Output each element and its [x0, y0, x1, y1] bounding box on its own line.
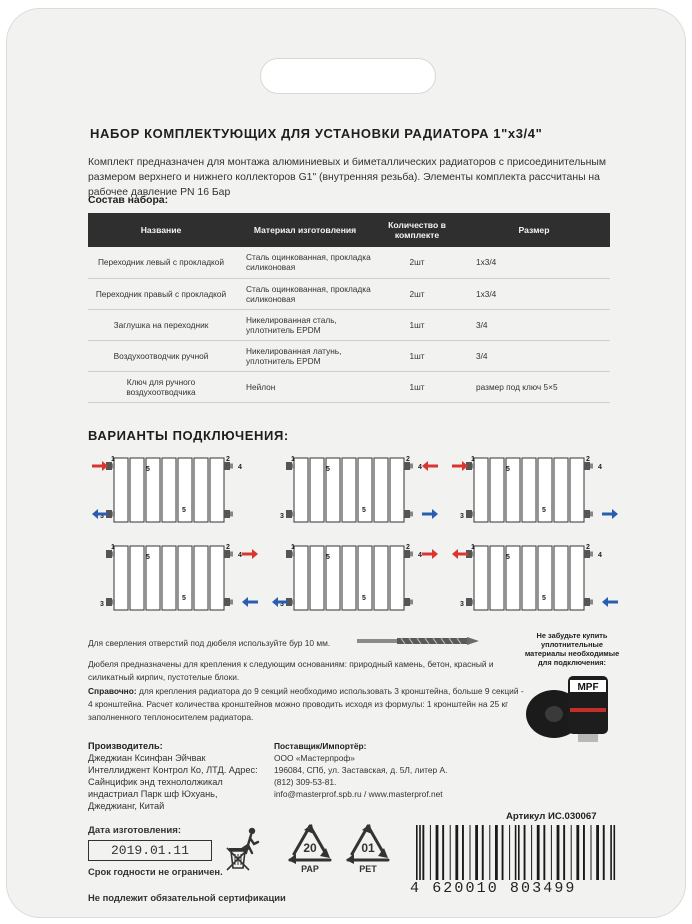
cell-size: размер под ключ 5×5: [458, 371, 610, 402]
supplier-line: 196084, СПб, ул. Заставская, д. 5Л, литер А.: [274, 765, 448, 775]
table-row: [88, 371, 610, 402]
table-row: [88, 309, 610, 340]
barcode-bar: [571, 825, 572, 885]
cell-quantity: 1шт: [376, 309, 458, 340]
label-three: 3: [100, 601, 104, 608]
radiator-section: [570, 458, 584, 522]
reference-label: Справочно:: [88, 686, 137, 696]
barcode-bar: [462, 825, 464, 885]
barcode-bar: [537, 825, 540, 885]
reference-note: [88, 685, 528, 724]
barcode-bar: [455, 825, 458, 885]
fitting-left-top: [286, 462, 292, 470]
sealant-product-icon: [520, 668, 624, 744]
drill-bit-icon: [357, 633, 483, 649]
flow-arrow-icon: [422, 461, 438, 471]
fitting-left-bottom-thread: [112, 600, 115, 605]
radiator-section: [390, 546, 404, 610]
fitting-left-top-thread: [112, 464, 115, 469]
cell-size: 1х3/4: [458, 247, 610, 278]
label-five: 5: [146, 554, 150, 561]
article-number: Артикул ИС.030067: [506, 811, 597, 822]
radiator-section: [310, 546, 324, 610]
reference-text: для крепления радиатора до 9 секций необходимо использовать 3 кронштейна, больше 9 секций - 4 кронштейна. Расчет количества кронштейнов можно проводить исходя из формулы: 1 кронштейн на 25 кг заполненного теплоносителем радиатора.: [88, 686, 524, 722]
page-title: НАБОР КОМПЛЕКТУЮЩИХ ДЛЯ УСТАНОВКИ РАДИАТОРА 1"х3/4": [90, 126, 543, 141]
fitting-left-top-thread: [292, 464, 295, 469]
intro-text: Комплект предназначен для монтажа алюминиевых и биметаллических радиаторов с присоединительным размером верхнего и нижнего коллекторов G1" (внутренняя резьба). Элементы комплекта рассчитаны на рабочее давление PN 16 Бар: [88, 157, 607, 198]
fitting-right-bottom: [584, 598, 590, 606]
drill-note: Для сверления отверстий под дюбеля используйте бур 10 мм.: [88, 638, 331, 648]
radiator-section: [490, 458, 504, 522]
radiator-section: [294, 458, 308, 522]
cell-quantity: 2шт: [376, 278, 458, 309]
radiator-section: [130, 546, 144, 610]
barcode-bar: [603, 825, 605, 885]
label-five: 5: [146, 466, 150, 473]
fitting-right-bottom: [224, 510, 230, 518]
radiator-section: [474, 458, 488, 522]
product-brand: MPF: [577, 682, 599, 693]
flow-arrow-icon: [602, 597, 618, 607]
radiator-section: [554, 546, 568, 610]
flow-arrow-icon: [242, 597, 258, 607]
barcode-bar: [583, 825, 585, 885]
cell-material: Никелированная латунь, уплотнитель EPDM: [234, 340, 376, 371]
fitting-left-bottom-thread: [292, 512, 295, 517]
made-date-label: Дата изготовления:: [88, 825, 182, 836]
fitting-left-bottom: [466, 598, 472, 606]
barcode-bar: [524, 825, 526, 885]
barcode-bar: [436, 825, 439, 885]
sealant-reminder: Не забудьте купить уплотнительные материалы необходимые для подключения:: [524, 631, 620, 667]
fitting-left-bottom: [106, 598, 112, 606]
label-five: 5: [506, 554, 510, 561]
radiator-section: [114, 546, 128, 610]
barcode-bar: [563, 825, 565, 885]
fitting-right-top: [404, 550, 410, 558]
fitting-right-bottom: [224, 598, 230, 606]
radiator-section: [162, 458, 176, 522]
label-five: 5: [182, 595, 186, 602]
fitting-left-bottom-thread: [472, 600, 475, 605]
radiator-section: [570, 546, 584, 610]
radiator-section: [342, 458, 356, 522]
flow-arrow-icon: [422, 549, 438, 559]
radiator-section: [522, 458, 536, 522]
fitting-right-bottom: [584, 510, 590, 518]
fitting-left-top-thread: [472, 464, 475, 469]
label-four: 4: [418, 464, 422, 471]
fitting-right-bottom: [404, 598, 410, 606]
barcode-bar: [531, 825, 532, 885]
label-three: 3: [460, 513, 464, 520]
radiator-section: [194, 546, 208, 610]
label-two: 2: [406, 544, 410, 551]
cell-material: Никелированная сталь, уплотнитель EPDM: [234, 309, 376, 340]
cell-material: Сталь оцинкованная, прокладка силиконовая: [234, 278, 376, 309]
label-five: 5: [362, 595, 366, 602]
variants-title: ВАРИАНТЫ ПОДКЛЮЧЕНИЯ:: [88, 428, 289, 443]
fitting-left-bottom-thread: [472, 512, 475, 517]
label-one: 1: [291, 544, 295, 551]
fitting-left-bottom-thread: [112, 512, 115, 517]
col-header-quantity: Количество в комплекте: [376, 213, 458, 247]
label-five: 5: [362, 507, 366, 514]
cell-material: Нейлон: [234, 371, 376, 402]
label-two: 2: [586, 456, 590, 463]
fitting-right-top: [224, 550, 230, 558]
barcode-bar: [495, 825, 498, 885]
radiator-section: [390, 458, 404, 522]
fitting-right-top: [584, 550, 590, 558]
barcode-bar: [475, 825, 478, 885]
label-three: 3: [280, 513, 284, 520]
recycle-number: 20: [303, 841, 317, 855]
cell-name: Переходник левый с прокладкой: [88, 247, 234, 278]
barcode-bar: [551, 825, 552, 885]
radiator-section: [474, 546, 488, 610]
fitting-left-top: [286, 550, 292, 558]
fitting-right-top: [584, 462, 590, 470]
supplier-line: (812) 309-53-81.: [274, 777, 337, 787]
cell-quantity: 1шт: [376, 371, 458, 402]
flow-arrow-icon: [452, 461, 468, 471]
col-header-material: Материал изготовления: [234, 213, 376, 247]
cell-name: Воздухоотводчик ручной: [88, 340, 234, 371]
label-five: 5: [326, 554, 330, 561]
barcode-bar: [502, 825, 504, 885]
col-header-name: Название: [88, 213, 234, 247]
radiator-section: [374, 458, 388, 522]
barcode-bar: [509, 825, 510, 885]
cell-name: Заглушка на переходник: [88, 309, 234, 340]
barcode-bar: [442, 825, 444, 885]
cell-name: Ключ для ручного воздухоотводчика: [88, 371, 234, 402]
label-five: 5: [182, 507, 186, 514]
barcode-bar: [450, 825, 451, 885]
flow-arrow-icon: [452, 549, 468, 559]
cell-quantity: 1шт: [376, 340, 458, 371]
barcode-bar: [543, 825, 545, 885]
barcode-digits: 4 620010 803499: [408, 880, 626, 897]
fitting-left-top: [106, 550, 112, 558]
radiator-section: [130, 458, 144, 522]
shelf-life: Срок годности не ограничен.: [88, 866, 223, 877]
radiator-section: [114, 458, 128, 522]
kit-title: Состав набора:: [88, 195, 169, 206]
label-four: 4: [598, 552, 602, 559]
label-two: 2: [406, 456, 410, 463]
fitting-right-top-thread: [410, 552, 413, 557]
barcode-bar: [576, 825, 579, 885]
barcode-bar: [489, 825, 490, 885]
fitting-right-bottom-thread: [410, 600, 413, 605]
flow-arrow-icon: [422, 509, 438, 519]
fitting-right-bottom-thread: [230, 512, 233, 517]
label-five: 5: [542, 595, 546, 602]
label-five: 5: [506, 466, 510, 473]
table-row: [88, 247, 610, 278]
fitting-right-bottom-thread: [590, 600, 593, 605]
label-three: 3: [100, 513, 104, 520]
fitting-left-bottom-thread: [292, 600, 295, 605]
fitting-right-top: [224, 462, 230, 470]
fitting-left-top-thread: [292, 552, 295, 557]
label-two: 2: [226, 456, 230, 463]
manufacturer-label: Производитель:: [88, 741, 163, 751]
made-date: 2019.01.11: [88, 840, 212, 861]
table-row: [88, 278, 610, 309]
fitting-right-top-thread: [230, 464, 233, 469]
fitting-left-bottom: [286, 510, 292, 518]
supplier-line: ООО «Мастерпроф»: [274, 753, 355, 763]
recycle-number: 01: [361, 841, 375, 855]
label-one: 1: [471, 544, 475, 551]
radiator-section: [162, 546, 176, 610]
manufacturer-text: Джеджиан Ксинфан Эйчвак Интеллиджент Контрол Ко, ЛТД. Адрес: Сайнцифик энд технололжикал индастриал Парк шф Юхуань, Джеджианг, Китай: [88, 753, 258, 811]
hang-hole: [260, 58, 436, 94]
trash-bin-icon: [226, 826, 266, 874]
label-four: 4: [598, 464, 602, 471]
barcode-bar: [482, 825, 484, 885]
label-one: 1: [111, 456, 115, 463]
label-three: 3: [460, 601, 464, 608]
fitting-left-top-thread: [112, 552, 115, 557]
kit-table: [88, 213, 610, 403]
label-five: 5: [326, 466, 330, 473]
manufacturer-block: [88, 740, 258, 812]
supplier-block: [274, 740, 534, 800]
barcode-bar: [557, 825, 560, 885]
label-two: 2: [586, 544, 590, 551]
label-four: 4: [238, 464, 242, 471]
fitting-right-top-thread: [590, 552, 593, 557]
col-header-size: Размер: [458, 213, 610, 247]
fitting-right-top: [404, 462, 410, 470]
fitting-right-bottom: [404, 510, 410, 518]
barcode-bar: [430, 825, 431, 885]
radiator-section: [210, 546, 224, 610]
radiator-section: [194, 458, 208, 522]
barcode-bar: [596, 825, 599, 885]
radiator-section: [342, 546, 356, 610]
recycle-code: PET: [359, 864, 377, 874]
flow-arrow-icon: [92, 461, 108, 471]
table-header-row: [88, 213, 610, 247]
dowel-note: Дюбеля предназначены для крепления к следующим основаниям: природный камень, бетон, красный и силикатный кирпич, пустотелые блоки.: [88, 659, 494, 682]
label-four: 4: [238, 552, 242, 559]
no-certification: Не подлежит обязательной сертификации: [88, 892, 286, 903]
barcode-bar: [470, 825, 471, 885]
radiator-section: [490, 546, 504, 610]
cell-size: 3/4: [458, 309, 610, 340]
label-five: 5: [542, 507, 546, 514]
fitting-right-bottom-thread: [230, 600, 233, 605]
cell-quantity: 2шт: [376, 247, 458, 278]
radiator-section: [554, 458, 568, 522]
recycle-pap-icon: [284, 822, 336, 874]
fitting-right-bottom-thread: [410, 512, 413, 517]
label-two: 2: [226, 544, 230, 551]
label-one: 1: [471, 456, 475, 463]
recycle-pet-icon: [342, 822, 394, 874]
barcode-bar: [422, 825, 424, 885]
flow-arrow-icon: [602, 509, 618, 519]
flow-arrow-icon: [242, 549, 258, 559]
cell-name: Переходник правый с прокладкой: [88, 278, 234, 309]
fitting-left-top-thread: [472, 552, 475, 557]
label-three: 3: [280, 601, 284, 608]
supplier-line: info@masterprof.spb.ru / www.masterprof.net: [274, 789, 443, 799]
connection-diagrams: [84, 446, 620, 622]
fitting-right-bottom-thread: [590, 512, 593, 517]
barcode-bar: [591, 825, 592, 885]
fitting-right-top-thread: [590, 464, 593, 469]
cell-size: 1х3/4: [458, 278, 610, 309]
table-row: [88, 340, 610, 371]
fitting-right-top-thread: [410, 464, 413, 469]
recycle-code: PAP: [301, 864, 319, 874]
radiator-section: [374, 546, 388, 610]
radiator-section: [294, 546, 308, 610]
radiator-section: [210, 458, 224, 522]
cell-size: 3/4: [458, 340, 610, 371]
cell-material: Сталь оцинкованная, прокладка силиконовая: [234, 247, 376, 278]
radiator-section: [522, 546, 536, 610]
supplier-label: Поставщик/Импортёр:: [274, 741, 367, 751]
radiator-section: [310, 458, 324, 522]
fitting-right-top-thread: [230, 552, 233, 557]
label-four: 4: [418, 552, 422, 559]
label-one: 1: [291, 456, 295, 463]
label-one: 1: [111, 544, 115, 551]
fitting-left-bottom: [466, 510, 472, 518]
